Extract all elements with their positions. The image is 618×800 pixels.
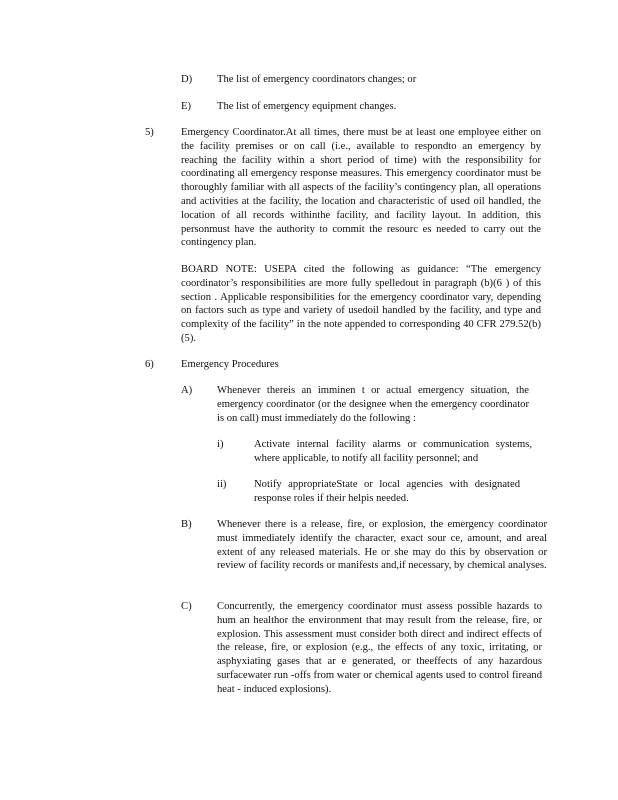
section-6-heading: Emergency Procedures: [181, 359, 279, 370]
item-a-ii-marker: ii): [217, 479, 227, 490]
item-a-text: Whenever thereis an imminen t or actual emergency situation, the emergency coordinator (or the designee when the emergency coordinator is on call) must immediately do the following :: [217, 385, 529, 424]
section-5-paragraph: Emergency Coordinator.At all times, there must be at least one employee either on the facility premises or on call (i.e., available to respondto an emergency by reaching the facility within a short period of time) with the responsibility for coordinating all emergency response measures. This emergency coordinator must be thoroughly familiar with all aspects of the facility’s contingency plan, all operations and activities at the facility, the location and characteristic of used oil handled, the location of all records withinthe facility, and facility layout. In addition, this personmust have the authority to commit the resourc es needed to carry out the contingency plan.: [181, 127, 541, 249]
item-a-i-marker: i): [217, 439, 224, 450]
item-e-text: The list of emergency equipment changes.: [217, 101, 397, 112]
item-c-marker: C): [181, 601, 192, 612]
item-a-ii-text: Notify appropriateState or local agencies with designated response roles if their helpis needed.: [254, 479, 520, 504]
section-5-number: 5): [145, 127, 154, 138]
board-note: BOARD NOTE: USEPA cited the following as guidance: “The emergency coordinator’s responsibilities are more fully spelledout in paragraph (b)(6 ) of this section . Applicable responsibilities for the emergency coordinator vary, depending on factors such as type and variety of usedoil handled by the facility, and type and complexity of the facility” in the note appended to corresponding 40 CFR 279.52(b)(5).: [181, 264, 541, 344]
item-a-i-text: Activate internal facility alarms or communication systems, where applicable, to notify all facility personnel; and: [254, 439, 532, 464]
item-a-marker: A): [181, 385, 193, 396]
item-b-marker: B): [181, 519, 192, 530]
section-6-number: 6): [145, 359, 154, 370]
item-d-marker: D): [181, 74, 193, 85]
item-c-text: Concurrently, the emergency coordinator must assess possible hazards to hum an healthor the environment that may result from the release, fire, or explosion. This assessment must consider both direct and indirect effects of the release, fire, or explosion (e.g., the effects of any toxic, irritating, or asphyxiating gases that ar e generated, or theeffects of any hazardous surfacewater run -offs from water or chemical agents used to control fireand heat - induced explosions).: [217, 601, 542, 695]
item-d-text: The list of emergency coordinators changes; or: [217, 74, 417, 85]
item-e-marker: E): [181, 101, 191, 112]
item-b-text: Whenever there is a release, fire, or explosion, the emergency coordinator must immediately identify the character, exact sour ce, amount, and areal extent of any released materials. He or she may do this by observation or review of facility records or manifests and,if necessary, by chemical analyses.: [217, 519, 547, 572]
